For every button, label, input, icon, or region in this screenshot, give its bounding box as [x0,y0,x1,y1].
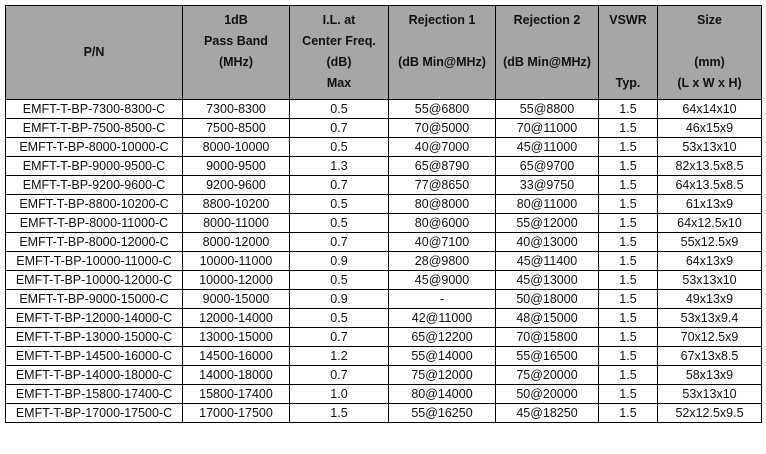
cell-rejection2: 45@11000 [496,138,599,157]
header-passband-line3: (MHz) [218,55,253,69]
cell-rejection1: 28@9800 [389,252,496,271]
cell-vswr: 1.5 [599,176,658,195]
header-pn [6,6,183,100]
table-row [6,385,762,404]
cell-vswr: 1.5 [599,385,658,404]
cell-size: 52x12.5x9.5 [658,404,762,423]
cell-insertion-loss: 0.9 [290,252,389,271]
cell-size: 46x15x9 [658,119,762,138]
cell-rejection1: 55@14000 [389,347,496,366]
cell-part-number: EMFT-T-BP-8000-12000-C [6,233,183,252]
cell-pass-band: 8800-10200 [183,195,290,214]
cell-rejection1: 65@12200 [389,328,496,347]
cell-vswr: 1.5 [599,100,658,119]
cell-rejection2: 33@9750 [496,176,599,195]
cell-vswr: 1.5 [599,290,658,309]
cell-part-number: EMFT-T-BP-14000-18000-C [6,366,183,385]
cell-rejection2: 70@15800 [496,328,599,347]
cell-vswr: 1.5 [599,233,658,252]
header-row [6,6,762,100]
cell-part-number: EMFT-T-BP-17000-17500-C [6,404,183,423]
cell-part-number: EMFT-T-BP-7300-8300-C [6,100,183,119]
cell-rejection1: 45@9000 [389,271,496,290]
cell-rejection2: 45@13000 [496,271,599,290]
header-passband-line2: Pass Band [204,34,268,48]
cell-vswr: 1.5 [599,214,658,233]
cell-rejection2: 55@8800 [496,100,599,119]
header-size-line3: (L x W x H) [677,76,742,90]
header-rejection1 [389,6,496,100]
cell-vswr: 1.5 [599,328,658,347]
cell-size: 53x13x9.4 [658,309,762,328]
cell-vswr: 1.5 [599,404,658,423]
table-row [6,176,762,195]
header-size [658,6,762,100]
cell-pass-band: 9000-9500 [183,157,290,176]
table-row [6,214,762,233]
cell-part-number: EMFT-T-BP-7500-8500-C [6,119,183,138]
header-il-line3: (dB) [326,55,352,69]
table-row [6,100,762,119]
cell-part-number: EMFT-T-BP-9000-15000-C [6,290,183,309]
cell-insertion-loss: 0.5 [290,271,389,290]
cell-size: 67x13x8.5 [658,347,762,366]
cell-size: 53x13x10 [658,271,762,290]
cell-insertion-loss: 0.7 [290,328,389,347]
cell-insertion-loss: 1.5 [290,404,389,423]
cell-rejection2: 75@20000 [496,366,599,385]
table-row [6,119,762,138]
header-vswr-line2: Typ. [615,76,641,90]
cell-part-number: EMFT-T-BP-14500-16000-C [6,347,183,366]
cell-part-number: EMFT-T-BP-12000-14000-C [6,309,183,328]
cell-vswr: 1.5 [599,252,658,271]
cell-size: 53x13x10 [658,138,762,157]
cell-part-number: EMFT-T-BP-10000-12000-C [6,271,183,290]
table-row [6,290,762,309]
cell-vswr: 1.5 [599,271,658,290]
header-passband-line1: 1dB [224,13,248,27]
cell-rejection2: 80@11000 [496,195,599,214]
cell-rejection2: 48@15000 [496,309,599,328]
cell-insertion-loss: 0.5 [290,214,389,233]
cell-size: 55x12.5x9 [658,233,762,252]
header-il [290,6,389,100]
cell-pass-band: 15800-17400 [183,385,290,404]
cell-size: 70x12.5x9 [658,328,762,347]
cell-rejection1: 70@5000 [389,119,496,138]
cell-pass-band: 17000-17500 [183,404,290,423]
header-rejection2-line1: Rejection 2 [513,13,581,27]
cell-insertion-loss: 0.5 [290,138,389,157]
cell-rejection1: 40@7000 [389,138,496,157]
table-row [6,404,762,423]
cell-part-number: EMFT-T-BP-9200-9600-C [6,176,183,195]
cell-pass-band: 12000-14000 [183,309,290,328]
header-il-line2: Center Freq. [302,34,376,48]
cell-part-number: EMFT-T-BP-8800-10200-C [6,195,183,214]
spec-table-body [6,100,762,423]
cell-pass-band: 9000-15000 [183,290,290,309]
cell-insertion-loss: 0.7 [290,233,389,252]
cell-vswr: 1.5 [599,138,658,157]
table-row [6,157,762,176]
cell-pass-band: 13000-15000 [183,328,290,347]
table-row [6,271,762,290]
cell-rejection2: 65@9700 [496,157,599,176]
header-passband [183,6,290,100]
cell-pass-band: 10000-12000 [183,271,290,290]
cell-insertion-loss: 0.7 [290,176,389,195]
header-rejection2-line2: (dB Min@MHz) [503,55,591,69]
cell-rejection2: 50@18000 [496,290,599,309]
cell-size: 53x13x10 [658,385,762,404]
cell-rejection1: 80@14000 [389,385,496,404]
cell-rejection1: 75@12000 [389,366,496,385]
header-pn-label: P/N [83,45,105,59]
cell-size: 49x13x9 [658,290,762,309]
table-row [6,233,762,252]
cell-rejection2: 55@12000 [496,214,599,233]
cell-pass-band: 8000-11000 [183,214,290,233]
table-row [6,347,762,366]
cell-rejection1: 40@7100 [389,233,496,252]
header-vswr [599,6,658,100]
cell-rejection2: 70@11000 [496,119,599,138]
cell-part-number: EMFT-T-BP-8000-11000-C [6,214,183,233]
cell-rejection2: 55@16500 [496,347,599,366]
header-rejection1-line2: (dB Min@MHz) [398,55,486,69]
cell-vswr: 1.5 [599,347,658,366]
cell-rejection2: 40@13000 [496,233,599,252]
cell-insertion-loss: 1.3 [290,157,389,176]
cell-part-number: EMFT-T-BP-10000-11000-C [6,252,183,271]
cell-size: 64x13.5x8.5 [658,176,762,195]
cell-pass-band: 14000-18000 [183,366,290,385]
cell-insertion-loss: 0.5 [290,195,389,214]
cell-rejection2: 45@11400 [496,252,599,271]
cell-part-number: EMFT-T-BP-13000-15000-C [6,328,183,347]
table-row [6,195,762,214]
cell-size: 61x13x9 [658,195,762,214]
cell-insertion-loss: 1.2 [290,347,389,366]
cell-pass-band: 8000-10000 [183,138,290,157]
cell-rejection1: - [389,290,496,309]
cell-rejection1: 42@11000 [389,309,496,328]
cell-pass-band: 10000-11000 [183,252,290,271]
header-rejection1-line1: Rejection 1 [408,13,476,27]
cell-size: 64x14x10 [658,100,762,119]
table-row [6,366,762,385]
cell-pass-band: 7300-8300 [183,100,290,119]
cell-size: 64x13x9 [658,252,762,271]
table-row [6,328,762,347]
cell-rejection1: 55@16250 [389,404,496,423]
table-row [6,309,762,328]
header-il-line4: Max [326,76,352,90]
cell-rejection2: 50@20000 [496,385,599,404]
cell-insertion-loss: 1.0 [290,385,389,404]
cell-rejection1: 80@6000 [389,214,496,233]
filter-spec-table [5,5,762,423]
cell-pass-band: 8000-12000 [183,233,290,252]
cell-vswr: 1.5 [599,309,658,328]
header-size-line1: Size [696,13,722,27]
header-vswr-line1: VSWR [609,13,647,27]
table-row [6,252,762,271]
cell-rejection1: 55@6800 [389,100,496,119]
header-size-line2: (mm) [694,55,725,69]
cell-part-number: EMFT-T-BP-8000-10000-C [6,138,183,157]
cell-insertion-loss: 0.9 [290,290,389,309]
cell-vswr: 1.5 [599,366,658,385]
header-il-line1: I.L. at [322,13,356,27]
cell-rejection2: 45@18250 [496,404,599,423]
cell-rejection1: 77@8650 [389,176,496,195]
cell-pass-band: 14500-16000 [183,347,290,366]
header-rejection2 [496,6,599,100]
cell-size: 82x13.5x8.5 [658,157,762,176]
cell-insertion-loss: 0.7 [290,119,389,138]
cell-vswr: 1.5 [599,157,658,176]
cell-vswr: 1.5 [599,119,658,138]
cell-part-number: EMFT-T-BP-15800-17400-C [6,385,183,404]
cell-rejection1: 65@8790 [389,157,496,176]
cell-insertion-loss: 0.5 [290,309,389,328]
cell-pass-band: 7500-8500 [183,119,290,138]
cell-pass-band: 9200-9600 [183,176,290,195]
cell-part-number: EMFT-T-BP-9000-9500-C [6,157,183,176]
cell-size: 64x12.5x10 [658,214,762,233]
table-row [6,138,762,157]
cell-insertion-loss: 0.7 [290,366,389,385]
cell-insertion-loss: 0.5 [290,100,389,119]
cell-vswr: 1.5 [599,195,658,214]
cell-rejection1: 80@8000 [389,195,496,214]
spec-table-container [5,5,762,423]
cell-size: 58x13x9 [658,366,762,385]
